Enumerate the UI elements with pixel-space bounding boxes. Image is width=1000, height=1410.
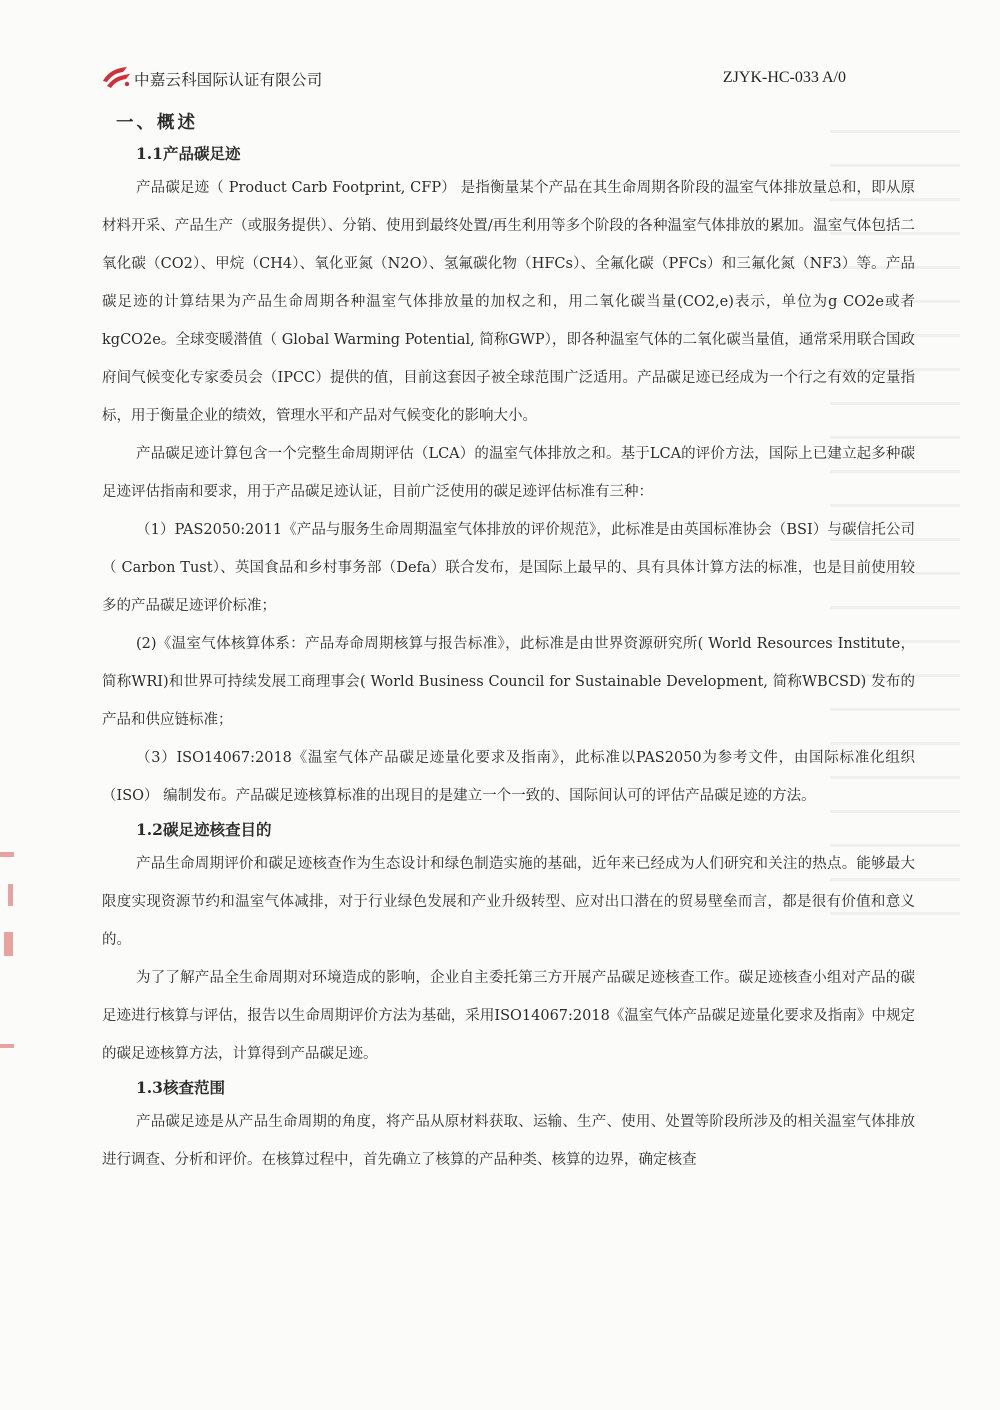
subsection-heading-1-2: 1.2碳足迹核查目的 (136, 820, 272, 839)
paragraph: （3）ISO14067:2018《温室气体产品碳足迹量化要求及指南》，此标准以PAS2050为参考文件，由国际标准化组织（ISO） 编制发布。产品碳足迹核算标准的出现目的是建立一个一致的、国际间认可的评估产品碳足迹的方法。 (102, 750, 915, 804)
paragraph: (2)《温室气体核算体系：产品寿命周期核算与报告标准》，此标准是由世界资源研究所( World Resources Institute，简称WRI)和世界可持续发展工商理事会( World Business Council for Sustainable Development, 简称WBCSD) 发布的产品和供应链标准； (102, 636, 915, 728)
subsection-heading-1-3: 1.3核查范围 (136, 1078, 225, 1097)
document-body (102, 108, 915, 1179)
red-stamp-edge-mark (0, 852, 14, 857)
red-stamp-edge-mark (0, 1044, 14, 1048)
page-header (100, 64, 860, 92)
paragraph: 产品碳足迹是从产品生命周期的角度，将产品从原材料获取、运输、生产、使用、处置等阶段所涉及的相关温室气体排放进行调查、分析和评价。在核算过程中，首先确立了核算的产品种类、核算的边界，确定核查 (102, 1114, 915, 1168)
red-stamp-edge-mark (4, 932, 13, 956)
company-name: 中嘉云科国际认证有限公司 (134, 71, 323, 89)
paragraph: 产品生命周期评价和碳足迹核查作为生态设计和绿色制造实施的基础，近年来已经成为人们研究和关注的热点。能够最大限度实现资源节约和温室气体减排，对于行业绿色发展和产业升级转型、应对出口潜在的贸易壁垒而言，都是很有价值和意义的。 (102, 856, 915, 948)
paragraph: 产品碳足迹（ Product Carb Footprint, CFP） 是指衡量某个产品在其生命周期各阶段的温室气体排放量总和，即从原材料开采、产品生产（或服务提供）、分销、使用到最终处置/再生利用等多个阶段的各种温室气体排放的累加。温室气体包括二氧化碳（CO2）、甲烷（CH4）、氧化亚氮（N2O）、氢氟碳化物（HFCs）、全氟化碳（PFCs）和三氟化氮（NF3）等。产品碳足迹的计算结果为产品生命周期各种温室气体排放量的加权之和，用二氧化碳当量(CO2,e)表示，单位为g CO2e或者kgCO2e。全球变暖潜值（ Global Warming Potential, 简称GWP），即各种温室气体的二氧化碳当量值，通常采用联合国政府间气候变化专家委员会（IPCC）提供的值，目前这套因子被全球范围广泛适用。产品碳足迹已经成为一个行之有效的定量指标，用于衡量企业的绩效，管理水平和产品对气候变化的影响大小。 (102, 180, 915, 424)
company-logo-icon (100, 64, 134, 90)
document-number: ZJYK-HC-033 A/0 (722, 69, 846, 86)
paragraph: 为了了解产品全生命周期对环境造成的影响，企业自主委托第三方开展产品碳足迹核查工作。碳足迹核查小组对产品的碳足迹进行核算与评估，报告以生命周期评价方法为基础，采用ISO14067:2018《温室气体产品碳足迹量化要求及指南》中规定的碳足迹核算方法，计算得到产品碳足迹。 (102, 970, 915, 1062)
paragraph: （1）PAS2050:2011《产品与服务生命周期温室气体排放的评价规范》，此标准是由英国标准协会（BSI）与碳信托公司（ Carbon Tust）、英国食品和乡村事务部（Defa）联合发布，是国际上最早的、具有具体计算方法的标准，也是目前使用较多的产品碳足迹评价标准； (102, 522, 915, 614)
section-heading-overview: 一、概述 (116, 113, 198, 133)
paragraph: 产品碳足迹计算包含一个完整生命周期评估（LCA）的温室气体排放之和。基于LCA的评价方法，国际上已建立起多种碳足迹评估指南和要求，用于产品碳足迹认证，目前广泛使用的碳足迹评估标准有三种： (102, 446, 915, 500)
red-stamp-edge-mark (8, 884, 13, 906)
subsection-heading-1-1: 1.1产品碳足迹 (136, 144, 241, 163)
